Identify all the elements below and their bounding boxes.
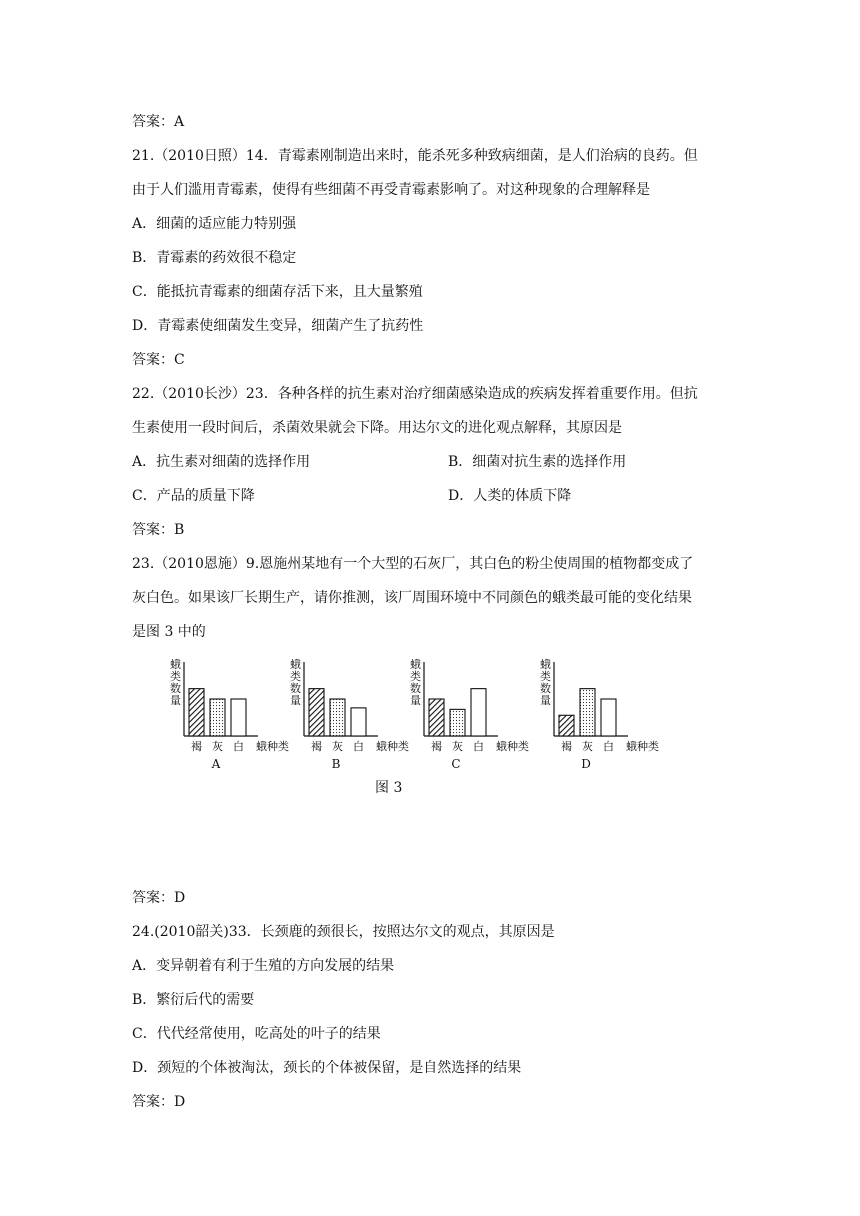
- x-axis-label: 蛾种类: [256, 740, 289, 753]
- question-23-text: 23.（2010恩施）9.恩施州某地有一个大型的石灰厂，其白色的粉尘使周围的植物都变成了: [132, 556, 694, 572]
- x-tick-label: 褐: [431, 740, 442, 753]
- x-tick-label: 白: [473, 740, 484, 753]
- y-axis-label: [410, 657, 421, 707]
- question-21-option-b: B．青霉素的药效很不稳定: [132, 250, 297, 266]
- question-22-text: 22.（2010长沙）23．各种各样的抗生素对治疗细菌感染造成的疾病发挥着重要作用。但抗: [132, 386, 698, 402]
- x-axis-label: 蛾种类: [496, 740, 529, 753]
- figure-3-chart-d: [540, 656, 670, 776]
- chart-panel-label: C: [451, 757, 461, 771]
- x-tick-label: 白: [353, 740, 364, 753]
- bar-dotted: [450, 709, 465, 736]
- bar-chart-svg: [290, 656, 420, 776]
- x-tick-label: 灰: [452, 740, 463, 753]
- chart-panel-label: A: [211, 757, 221, 771]
- x-tick-label: 灰: [212, 740, 223, 753]
- y-axis-label-char: 蛾: [410, 658, 421, 671]
- bar-chart-svg: [170, 656, 300, 776]
- bar-chart-svg: [410, 656, 540, 776]
- question-21-option-d: D．青霉素使细菌发生变异，细菌产生了抗药性: [132, 318, 424, 334]
- answer-24: 答案：D: [132, 1094, 186, 1110]
- chart-panel-label: D: [581, 757, 591, 771]
- x-tick-label: 灰: [582, 740, 593, 753]
- y-axis-label-char: 类: [540, 670, 551, 683]
- figure-3-chart-b: [290, 656, 420, 776]
- question-21-text: 21.（2010日照）14．青霉素刚制造出来时，能杀死多种致病细菌，是人们治病的良药。但: [132, 148, 698, 164]
- y-axis-label-char: 数: [290, 682, 301, 695]
- bar-hatched: [429, 699, 444, 736]
- answer-21: 答案：C: [132, 352, 185, 368]
- y-axis-label: [540, 657, 551, 707]
- x-axis-label: 蛾种类: [376, 740, 409, 753]
- chart-panel-label: B: [331, 757, 341, 771]
- bar-hatched: [189, 689, 204, 736]
- y-axis-label-char: 数: [170, 682, 181, 695]
- bar-chart-svg: [540, 656, 670, 776]
- bar-plain: [231, 699, 246, 736]
- y-axis-label-char: 蛾: [540, 658, 551, 671]
- bar-hatched: [559, 715, 574, 736]
- answer-23: 答案：D: [132, 890, 186, 906]
- y-axis-label-char: 类: [410, 670, 421, 683]
- question-22-option-a: A．抗生素对细菌的选择作用: [132, 454, 311, 470]
- answer-22: 答案：B: [132, 522, 185, 538]
- bar-plain: [601, 699, 616, 736]
- y-axis-label-char: 量: [290, 694, 301, 707]
- y-axis-label: [290, 657, 301, 707]
- bar-plain: [471, 689, 486, 736]
- x-tick-label: 灰: [332, 740, 343, 753]
- y-axis-label-char: 数: [410, 682, 421, 695]
- question-24-text: 24.(2010韶关)33．长颈鹿的颈很长，按照达尔文的观点，其原因是: [132, 924, 555, 940]
- y-axis-label-char: 量: [540, 694, 551, 707]
- question-24-option-c: C．代代经常使用，吃高处的叶子的结果: [132, 1026, 381, 1042]
- y-axis-label-char: 量: [410, 694, 421, 707]
- bar-hatched: [309, 689, 324, 736]
- y-axis-label-char: 蛾: [170, 658, 181, 671]
- x-tick-label: 褐: [311, 740, 322, 753]
- question-24-option-b: B．繁衍后代的需要: [132, 992, 255, 1008]
- question-22-option-c: C．产品的质量下降: [132, 488, 255, 504]
- question-21-text-cont: 由于人们滥用青霉素，使得有些细菌不再受青霉素影响了。对这种现象的合理解释是: [132, 182, 650, 198]
- question-22-text-cont: 生素使用一段时间后，杀菌效果就会下降。用达尔文的进化观点解释，其原因是: [132, 420, 622, 436]
- y-axis-label-char: 类: [290, 670, 301, 683]
- figure-3-chart-c: [410, 656, 540, 776]
- question-21-option-a: A．细菌的适应能力特别强: [132, 216, 297, 232]
- bar-plain: [351, 708, 366, 736]
- y-axis-label-char: 蛾: [290, 658, 301, 671]
- y-axis-label-char: 数: [540, 682, 551, 695]
- y-axis-label-char: 量: [170, 694, 181, 707]
- question-23-text-end: 是图 3 中的: [132, 624, 206, 640]
- figure-caption: 图 3: [375, 780, 403, 796]
- bar-dotted: [580, 689, 595, 736]
- question-24-option-a: A．变异朝着有利于生殖的方向发展的结果: [132, 958, 395, 974]
- bar-dotted: [330, 699, 345, 736]
- question-22-option-d: D．人类的体质下降: [448, 488, 572, 504]
- answer-20: 答案：A: [132, 114, 185, 130]
- x-axis-label: 蛾种类: [626, 740, 659, 753]
- question-23-text-cont: 灰白色。如果该厂长期生产，请你推测，该厂周围环境中不同颜色的蛾类最可能的变化结果: [132, 590, 692, 606]
- x-tick-label: 白: [603, 740, 614, 753]
- y-axis-label: [170, 657, 181, 707]
- y-axis-label-char: 类: [170, 670, 181, 683]
- question-22-option-b: B．细菌对抗生素的选择作用: [448, 454, 627, 470]
- question-21-option-c: C．能抵抗青霉素的细菌存活下来，且大量繁殖: [132, 284, 423, 300]
- x-tick-label: 白: [233, 740, 244, 753]
- question-24-option-d: D．颈短的个体被淘汰，颈长的个体被保留，是自然选择的结果: [132, 1060, 522, 1076]
- x-tick-label: 褐: [561, 740, 572, 753]
- bar-dotted: [210, 699, 225, 736]
- figure-3-chart-a: [170, 656, 300, 776]
- x-tick-label: 褐: [191, 740, 202, 753]
